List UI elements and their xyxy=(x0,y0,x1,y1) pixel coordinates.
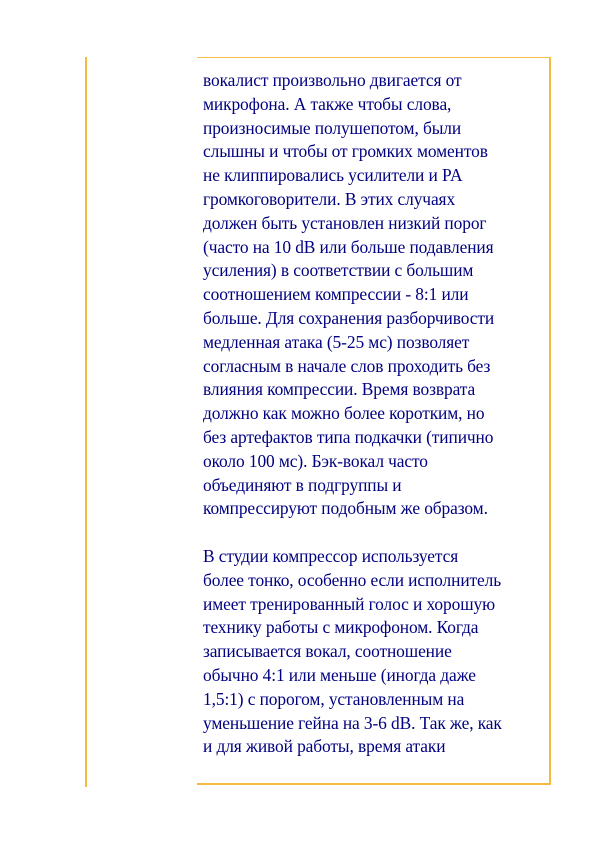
text-line: и для живой работы, время атаки xyxy=(203,736,446,757)
text-line: вокалист произвольно двигается от xyxy=(203,70,462,90)
text-line: микрофона. А также чтобы слова, xyxy=(203,93,452,114)
paragraph-2 xyxy=(203,545,548,759)
text-line: компрессируют подобным же образом. xyxy=(203,498,488,519)
text-line: обычно 4:1 или меньше (иногда даже xyxy=(203,664,476,685)
text-line: произносимые полушепотом, были xyxy=(203,117,462,138)
text-line: не клиппировались усилители и PA xyxy=(203,165,463,186)
text-line: усиления) в соответствии с большим xyxy=(203,260,474,281)
text-line: слышны и чтобы от громких моментов xyxy=(203,141,488,162)
text-line: согласным в начале слов проходить без xyxy=(203,355,491,376)
text-line: уменьшение гейна на 3-6 dB. Так же, как xyxy=(203,712,502,733)
text-line: объединяют в подгруппы и xyxy=(203,474,402,495)
text-line: должно как можно более коротким, но xyxy=(203,403,485,424)
text-line: влияния компрессии. Время возврата xyxy=(203,379,476,400)
paragraph-1 xyxy=(203,69,548,521)
text-line: записывается вокал, соотношение xyxy=(203,641,452,662)
text-line: технику работы с микрофоном. Когда xyxy=(203,617,479,638)
text-line: около 100 мс). Бэк-вокал часто xyxy=(203,450,428,471)
paragraph-gap xyxy=(203,521,548,545)
text-line: без артефактов типа подкачки (типично xyxy=(203,426,494,447)
text-line: 1,5:1) с порогом, установленным на xyxy=(203,688,465,709)
text-line: имеет тренированный голос и хорошую xyxy=(203,593,495,614)
text-line: больше. Для сохранения разборчивости xyxy=(203,307,495,328)
text-line: более тонко, особенно если исполнитель xyxy=(203,569,502,590)
text-line: соотношением компрессии - 8:1 или xyxy=(203,284,469,305)
text-body xyxy=(203,69,548,759)
text-line: должен быть установлен низкий порог xyxy=(203,212,487,233)
text-line: (часто на 10 dB или больше подавления xyxy=(203,236,494,257)
text-line: громкоговорители. В этих случаях xyxy=(203,188,456,209)
text-line: В студии компрессор используется xyxy=(203,545,459,566)
text-line: медленная атака (5-25 мс) позволяет xyxy=(203,331,470,352)
left-margin-rule xyxy=(85,57,87,787)
